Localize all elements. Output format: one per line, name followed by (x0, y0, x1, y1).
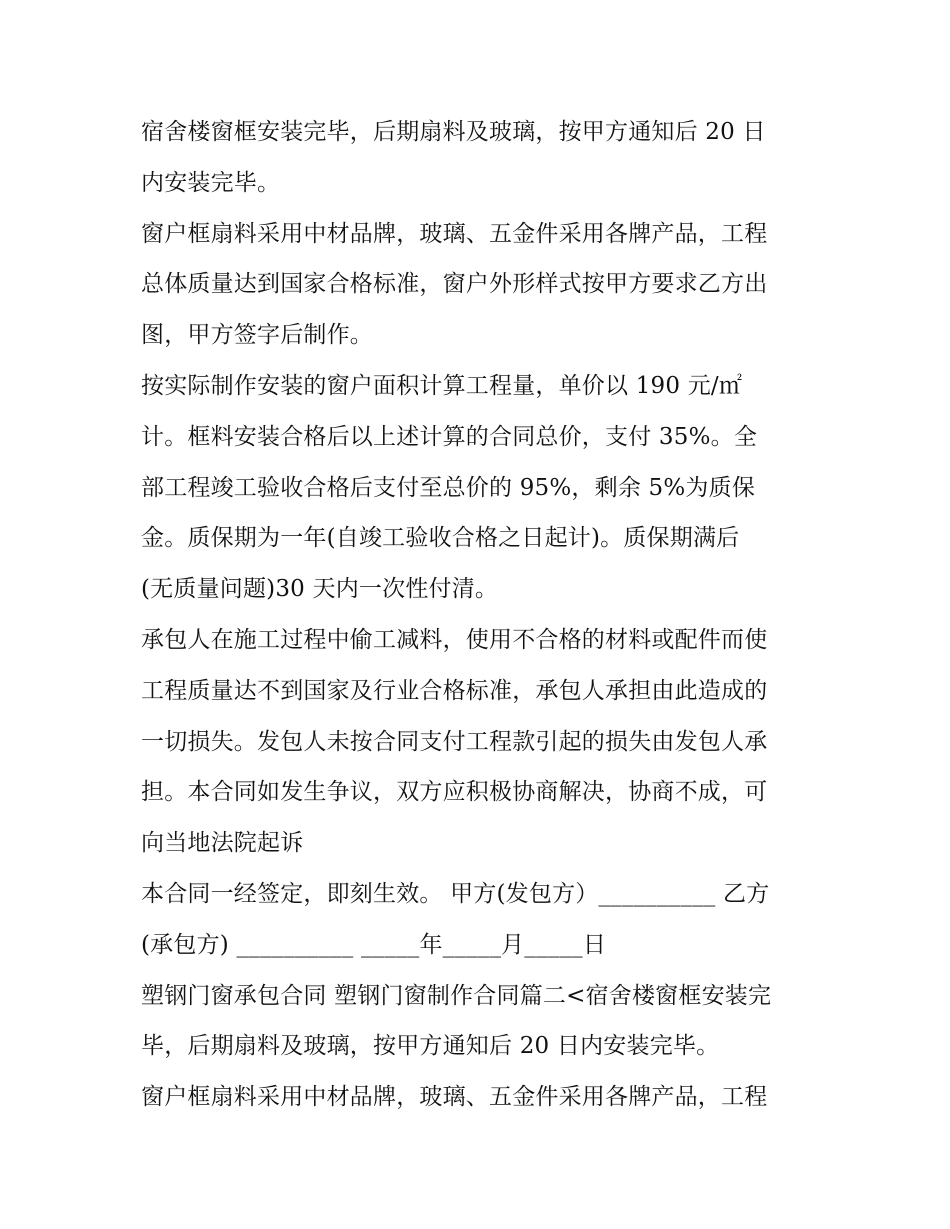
text-line: 担。本合同如发生争议，双方应积极协商解决，协商不成，可 (141, 779, 768, 806)
text-line: 金。质保期为一年(自竣工验收合格之日起计)。质保期满后 (141, 525, 740, 552)
text-line: 内安装完毕。 (141, 169, 281, 196)
text-line: 本合同一经签定，即刻生效。 甲方(发包方）__________ 乙方 (141, 880, 770, 907)
text-line: 窗户框扇料采用中材品牌，玻璃、五金件采用各牌产品，工程 (141, 1084, 768, 1111)
text-line: 计。框料安装合格后以上述计算的合同总价，支付 35%。全 (141, 423, 758, 450)
text-line: 塑钢门窗承包合同 塑钢门窗制作合同篇二<宿舍楼窗框安装完 (141, 982, 772, 1009)
text-line: 承包人在施工过程中偷工减料，使用不合格的材料或配件而使 (141, 626, 768, 653)
text-line: 工程质量达不到国家及行业合格标准，承包人承担由此造成的 (141, 677, 768, 704)
text-line: 按实际制作安装的窗户面积计算工程量，单价以 190 元/㎡ (141, 372, 743, 399)
text-line: 部工程竣工验收合格后支付至总价的 95%，剩余 5%为质保 (141, 474, 756, 501)
text-line: (承包方) __________ _____年_____月_____日 (141, 931, 607, 958)
text-line: 向当地法院起诉 (141, 830, 304, 857)
text-line: 宿舍楼窗框安装完毕，后期扇料及玻璃，按甲方通知后 20 日 (141, 119, 766, 145)
text-line: 毕，后期扇料及玻璃，按甲方通知后 20 日内安装完毕。 (141, 1033, 720, 1060)
text-line: 一切损失。发包人未按合同支付工程款引起的损失由发包人承 (141, 728, 768, 755)
text-line: 图，甲方签字后制作。 (141, 322, 373, 349)
text-line: (无质量问题)30 天内一次性付清。 (141, 576, 499, 603)
text-line: 窗户框扇料采用中材品牌，玻璃、五金件采用各牌产品，工程 (141, 220, 768, 247)
text-line: 总体质量达到国家合格标准，窗户外形样式按甲方要求乙方出 (141, 271, 768, 298)
contract-body-text (141, 107, 821, 1123)
